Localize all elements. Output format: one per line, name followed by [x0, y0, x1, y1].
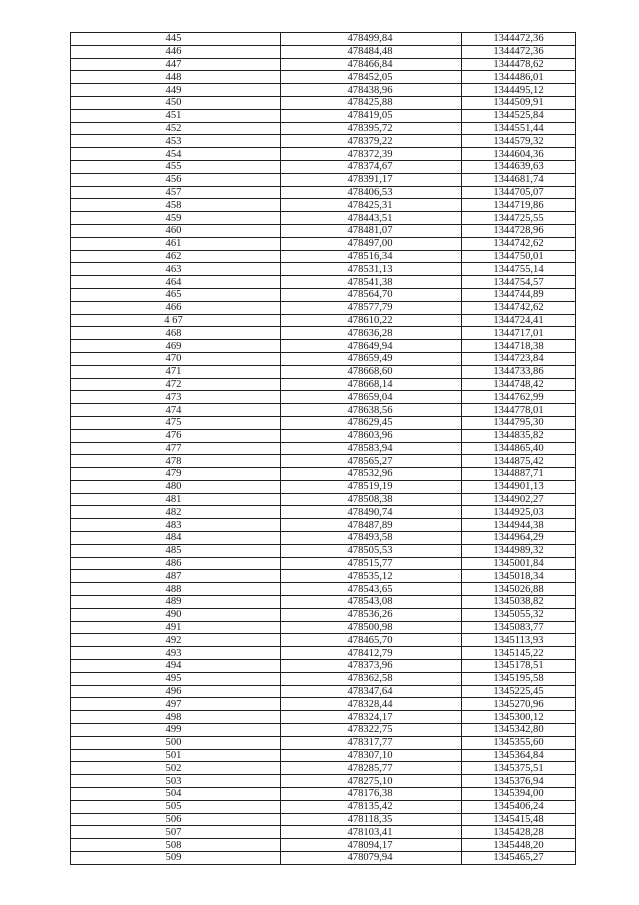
- point-number-cell: 453: [71, 135, 281, 148]
- y-coordinate-cell: 1344989,32: [462, 544, 576, 557]
- x-coordinate-cell: 478094,17: [281, 839, 462, 852]
- table-row: [71, 186, 576, 199]
- point-number-cell: 465: [71, 288, 281, 301]
- x-coordinate-cell: 478362,58: [281, 672, 462, 685]
- point-number-cell: 481: [71, 493, 281, 506]
- x-coordinate-cell: 478391,17: [281, 173, 462, 186]
- table-row: [71, 800, 576, 813]
- x-coordinate-cell: 478500,98: [281, 621, 462, 634]
- x-coordinate-cell: 478603,96: [281, 429, 462, 442]
- point-number-cell: 486: [71, 557, 281, 570]
- x-coordinate-cell: 478535,12: [281, 570, 462, 583]
- point-number-cell: 494: [71, 660, 281, 673]
- x-coordinate-cell: 478638,56: [281, 404, 462, 417]
- table-row: [71, 173, 576, 186]
- x-coordinate-cell: 478372,39: [281, 148, 462, 161]
- y-coordinate-cell: 1344875,42: [462, 455, 576, 468]
- table-row: [71, 839, 576, 852]
- y-coordinate-cell: 1344750,01: [462, 250, 576, 263]
- x-coordinate-cell: 478531,13: [281, 263, 462, 276]
- y-coordinate-cell: 1344901,13: [462, 480, 576, 493]
- point-number-cell: 473: [71, 391, 281, 404]
- point-number-cell: 456: [71, 173, 281, 186]
- x-coordinate-cell: 478610,22: [281, 314, 462, 327]
- table-row: [71, 148, 576, 161]
- table-row: [71, 506, 576, 519]
- point-number-cell: 472: [71, 378, 281, 391]
- point-number-cell: 475: [71, 416, 281, 429]
- y-coordinate-cell: 1345342,80: [462, 724, 576, 737]
- x-coordinate-cell: 478395,72: [281, 122, 462, 135]
- point-number-cell: 451: [71, 109, 281, 122]
- x-coordinate-cell: 478515,77: [281, 557, 462, 570]
- y-coordinate-cell: 1344705,07: [462, 186, 576, 199]
- x-coordinate-cell: 478103,41: [281, 826, 462, 839]
- x-coordinate-cell: 478636,28: [281, 327, 462, 340]
- table-row: [71, 724, 576, 737]
- table-row: [71, 109, 576, 122]
- x-coordinate-cell: 478493,58: [281, 532, 462, 545]
- table-row: [71, 378, 576, 391]
- x-coordinate-cell: 478543,65: [281, 583, 462, 596]
- table-row: [71, 340, 576, 353]
- x-coordinate-cell: 478079,94: [281, 852, 462, 865]
- point-number-cell: 466: [71, 301, 281, 314]
- table-row: [71, 160, 576, 173]
- table-row: [71, 327, 576, 340]
- point-number-cell: 446: [71, 45, 281, 58]
- y-coordinate-cell: 1344744,89: [462, 288, 576, 301]
- x-coordinate-cell: 478275,10: [281, 775, 462, 788]
- table-row: [71, 237, 576, 250]
- y-coordinate-cell: 1344742,62: [462, 301, 576, 314]
- point-number-cell: 507: [71, 826, 281, 839]
- x-coordinate-cell: 478649,94: [281, 340, 462, 353]
- point-number-cell: 489: [71, 596, 281, 609]
- y-coordinate-cell: 1344778,01: [462, 404, 576, 417]
- point-number-cell: 496: [71, 685, 281, 698]
- y-coordinate-cell: 1345225,45: [462, 685, 576, 698]
- y-coordinate-cell: 1344733,86: [462, 365, 576, 378]
- table-row: [71, 544, 576, 557]
- x-coordinate-cell: 478541,38: [281, 276, 462, 289]
- table-row: [71, 749, 576, 762]
- x-coordinate-cell: 478466,84: [281, 58, 462, 71]
- point-number-cell: 499: [71, 724, 281, 737]
- x-coordinate-cell: 478118,35: [281, 813, 462, 826]
- table-row: [71, 493, 576, 506]
- y-coordinate-cell: 1344748,42: [462, 378, 576, 391]
- point-number-cell: 495: [71, 672, 281, 685]
- table-row: [71, 391, 576, 404]
- point-number-cell: 462: [71, 250, 281, 263]
- y-coordinate-cell: 1344472,36: [462, 45, 576, 58]
- y-coordinate-cell: 1344865,40: [462, 442, 576, 455]
- y-coordinate-cell: 1345026,88: [462, 583, 576, 596]
- y-coordinate-cell: 1345376,94: [462, 775, 576, 788]
- y-coordinate-cell: 1345001,84: [462, 557, 576, 570]
- table-row: [71, 813, 576, 826]
- point-number-cell: 482: [71, 506, 281, 519]
- x-coordinate-cell: 478307,10: [281, 749, 462, 762]
- x-coordinate-cell: 478490,74: [281, 506, 462, 519]
- point-number-cell: 477: [71, 442, 281, 455]
- table-row: [71, 71, 576, 84]
- table-row: [71, 736, 576, 749]
- table-row: [71, 45, 576, 58]
- table-row: [71, 672, 576, 685]
- x-coordinate-cell: 478379,22: [281, 135, 462, 148]
- table-row: [71, 788, 576, 801]
- y-coordinate-cell: 1345375,51: [462, 762, 576, 775]
- y-coordinate-cell: 1344728,96: [462, 224, 576, 237]
- y-coordinate-cell: 1344944,38: [462, 519, 576, 532]
- point-number-cell: 459: [71, 212, 281, 225]
- point-number-cell: 483: [71, 519, 281, 532]
- point-number-cell: 501: [71, 749, 281, 762]
- table-row: [71, 826, 576, 839]
- point-number-cell: 445: [71, 33, 281, 46]
- y-coordinate-cell: 1345448,20: [462, 839, 576, 852]
- y-coordinate-cell: 1345055,32: [462, 608, 576, 621]
- x-coordinate-cell: 478419,05: [281, 109, 462, 122]
- x-coordinate-cell: 478317,77: [281, 736, 462, 749]
- point-number-cell: 502: [71, 762, 281, 775]
- table-row: [71, 352, 576, 365]
- point-number-cell: 469: [71, 340, 281, 353]
- table-row: [71, 33, 576, 46]
- table-row: [71, 660, 576, 673]
- y-coordinate-cell: 1344525,84: [462, 109, 576, 122]
- table-row: [71, 314, 576, 327]
- y-coordinate-cell: 1345038,82: [462, 596, 576, 609]
- point-number-cell: 498: [71, 711, 281, 724]
- table-row: [71, 762, 576, 775]
- point-number-cell: 4 67: [71, 314, 281, 327]
- x-coordinate-cell: 478536,26: [281, 608, 462, 621]
- point-number-cell: 478: [71, 455, 281, 468]
- y-coordinate-cell: 1345406,24: [462, 800, 576, 813]
- point-number-cell: 463: [71, 263, 281, 276]
- point-number-cell: 458: [71, 199, 281, 212]
- x-coordinate-cell: 478176,38: [281, 788, 462, 801]
- y-coordinate-cell: 1344887,71: [462, 468, 576, 481]
- point-number-cell: 487: [71, 570, 281, 583]
- point-number-cell: 464: [71, 276, 281, 289]
- point-number-cell: 450: [71, 96, 281, 109]
- table-row: [71, 685, 576, 698]
- table-row: [71, 404, 576, 417]
- point-number-cell: 485: [71, 544, 281, 557]
- y-coordinate-cell: 1345364,84: [462, 749, 576, 762]
- y-coordinate-cell: 1345428,28: [462, 826, 576, 839]
- y-coordinate-cell: 1344639,63: [462, 160, 576, 173]
- y-coordinate-cell: 1344579,32: [462, 135, 576, 148]
- table-row: [71, 250, 576, 263]
- x-coordinate-cell: 478668,14: [281, 378, 462, 391]
- coordinate-table-body: [71, 33, 576, 865]
- x-coordinate-cell: 478659,49: [281, 352, 462, 365]
- x-coordinate-cell: 478508,38: [281, 493, 462, 506]
- y-coordinate-cell: 1345355,60: [462, 736, 576, 749]
- y-coordinate-cell: 1344718,38: [462, 340, 576, 353]
- table-row: [71, 58, 576, 71]
- y-coordinate-cell: 1344472,36: [462, 33, 576, 46]
- y-coordinate-cell: 1344681,74: [462, 173, 576, 186]
- x-coordinate-cell: 478543,08: [281, 596, 462, 609]
- table-row: [71, 557, 576, 570]
- table-row: [71, 596, 576, 609]
- table-row: [71, 288, 576, 301]
- table-row: [71, 647, 576, 660]
- table-row: [71, 301, 576, 314]
- point-number-cell: 452: [71, 122, 281, 135]
- point-number-cell: 447: [71, 58, 281, 71]
- x-coordinate-cell: 478629,45: [281, 416, 462, 429]
- y-coordinate-cell: 1345178,51: [462, 660, 576, 673]
- point-number-cell: 503: [71, 775, 281, 788]
- point-number-cell: 455: [71, 160, 281, 173]
- x-coordinate-cell: 478497,00: [281, 237, 462, 250]
- x-coordinate-cell: 478583,94: [281, 442, 462, 455]
- point-number-cell: 509: [71, 852, 281, 865]
- y-coordinate-cell: 1344902,27: [462, 493, 576, 506]
- y-coordinate-cell: 1345394,00: [462, 788, 576, 801]
- y-coordinate-cell: 1345195,58: [462, 672, 576, 685]
- point-number-cell: 505: [71, 800, 281, 813]
- x-coordinate-cell: 478328,44: [281, 698, 462, 711]
- y-coordinate-cell: 1344755,14: [462, 263, 576, 276]
- x-coordinate-cell: 478135,42: [281, 800, 462, 813]
- point-number-cell: 493: [71, 647, 281, 660]
- point-number-cell: 491: [71, 621, 281, 634]
- table-row: [71, 263, 576, 276]
- table-row: [71, 634, 576, 647]
- y-coordinate-cell: 1344495,12: [462, 84, 576, 97]
- y-coordinate-cell: 1344604,36: [462, 148, 576, 161]
- table-row: [71, 711, 576, 724]
- point-number-cell: 457: [71, 186, 281, 199]
- table-row: [71, 852, 576, 865]
- x-coordinate-cell: 478412,79: [281, 647, 462, 660]
- y-coordinate-cell: 1344742,62: [462, 237, 576, 250]
- coordinate-table: [70, 32, 576, 865]
- y-coordinate-cell: 1344754,57: [462, 276, 576, 289]
- point-number-cell: 484: [71, 532, 281, 545]
- point-number-cell: 448: [71, 71, 281, 84]
- table-row: [71, 455, 576, 468]
- x-coordinate-cell: 478487,89: [281, 519, 462, 532]
- y-coordinate-cell: 1344835,82: [462, 429, 576, 442]
- point-number-cell: 508: [71, 839, 281, 852]
- x-coordinate-cell: 478577,79: [281, 301, 462, 314]
- y-coordinate-cell: 1345145,22: [462, 647, 576, 660]
- x-coordinate-cell: 478425,88: [281, 96, 462, 109]
- x-coordinate-cell: 478499,84: [281, 33, 462, 46]
- y-coordinate-cell: 1344795,30: [462, 416, 576, 429]
- document-page: [70, 32, 575, 865]
- x-coordinate-cell: 478481,07: [281, 224, 462, 237]
- table-row: [71, 199, 576, 212]
- table-row: [71, 621, 576, 634]
- x-coordinate-cell: 478324,17: [281, 711, 462, 724]
- x-coordinate-cell: 478564,70: [281, 288, 462, 301]
- point-number-cell: 497: [71, 698, 281, 711]
- x-coordinate-cell: 478406,53: [281, 186, 462, 199]
- x-coordinate-cell: 478532,96: [281, 468, 462, 481]
- x-coordinate-cell: 478519,19: [281, 480, 462, 493]
- point-number-cell: 492: [71, 634, 281, 647]
- table-row: [71, 468, 576, 481]
- point-number-cell: 506: [71, 813, 281, 826]
- table-row: [71, 698, 576, 711]
- point-number-cell: 471: [71, 365, 281, 378]
- x-coordinate-cell: 478347,64: [281, 685, 462, 698]
- y-coordinate-cell: 1344717,01: [462, 327, 576, 340]
- x-coordinate-cell: 478516,34: [281, 250, 462, 263]
- table-row: [71, 416, 576, 429]
- point-number-cell: 490: [71, 608, 281, 621]
- table-row: [71, 532, 576, 545]
- table-row: [71, 224, 576, 237]
- x-coordinate-cell: 478322,75: [281, 724, 462, 737]
- table-row: [71, 84, 576, 97]
- x-coordinate-cell: 478373,96: [281, 660, 462, 673]
- x-coordinate-cell: 478443,51: [281, 212, 462, 225]
- point-number-cell: 454: [71, 148, 281, 161]
- x-coordinate-cell: 478659,04: [281, 391, 462, 404]
- y-coordinate-cell: 1344724,41: [462, 314, 576, 327]
- y-coordinate-cell: 1345270,96: [462, 698, 576, 711]
- point-number-cell: 488: [71, 583, 281, 596]
- y-coordinate-cell: 1344478,62: [462, 58, 576, 71]
- table-row: [71, 429, 576, 442]
- table-row: [71, 365, 576, 378]
- table-row: [71, 570, 576, 583]
- point-number-cell: 460: [71, 224, 281, 237]
- y-coordinate-cell: 1345083,77: [462, 621, 576, 634]
- point-number-cell: 500: [71, 736, 281, 749]
- y-coordinate-cell: 1344762,99: [462, 391, 576, 404]
- table-row: [71, 583, 576, 596]
- x-coordinate-cell: 478452,05: [281, 71, 462, 84]
- y-coordinate-cell: 1345113,93: [462, 634, 576, 647]
- y-coordinate-cell: 1345415,48: [462, 813, 576, 826]
- table-row: [71, 519, 576, 532]
- x-coordinate-cell: 478565,27: [281, 455, 462, 468]
- table-row: [71, 212, 576, 225]
- point-number-cell: 468: [71, 327, 281, 340]
- y-coordinate-cell: 1344509,91: [462, 96, 576, 109]
- table-row: [71, 608, 576, 621]
- y-coordinate-cell: 1344486,01: [462, 71, 576, 84]
- y-coordinate-cell: 1344725,55: [462, 212, 576, 225]
- y-coordinate-cell: 1345465,27: [462, 852, 576, 865]
- x-coordinate-cell: 478668,60: [281, 365, 462, 378]
- y-coordinate-cell: 1344551,44: [462, 122, 576, 135]
- y-coordinate-cell: 1344925,03: [462, 506, 576, 519]
- y-coordinate-cell: 1344723,84: [462, 352, 576, 365]
- table-row: [71, 480, 576, 493]
- point-number-cell: 504: [71, 788, 281, 801]
- table-row: [71, 276, 576, 289]
- y-coordinate-cell: 1344964,29: [462, 532, 576, 545]
- x-coordinate-cell: 478374,67: [281, 160, 462, 173]
- table-row: [71, 96, 576, 109]
- y-coordinate-cell: 1345300,12: [462, 711, 576, 724]
- x-coordinate-cell: 478465,70: [281, 634, 462, 647]
- table-row: [71, 122, 576, 135]
- x-coordinate-cell: 478438,96: [281, 84, 462, 97]
- table-row: [71, 775, 576, 788]
- point-number-cell: 474: [71, 404, 281, 417]
- point-number-cell: 476: [71, 429, 281, 442]
- point-number-cell: 449: [71, 84, 281, 97]
- y-coordinate-cell: 1344719,86: [462, 199, 576, 212]
- point-number-cell: 461: [71, 237, 281, 250]
- x-coordinate-cell: 478484,48: [281, 45, 462, 58]
- point-number-cell: 479: [71, 468, 281, 481]
- table-row: [71, 135, 576, 148]
- x-coordinate-cell: 478425,31: [281, 199, 462, 212]
- x-coordinate-cell: 478505,53: [281, 544, 462, 557]
- point-number-cell: 470: [71, 352, 281, 365]
- point-number-cell: 480: [71, 480, 281, 493]
- table-row: [71, 442, 576, 455]
- y-coordinate-cell: 1345018,34: [462, 570, 576, 583]
- x-coordinate-cell: 478285,77: [281, 762, 462, 775]
